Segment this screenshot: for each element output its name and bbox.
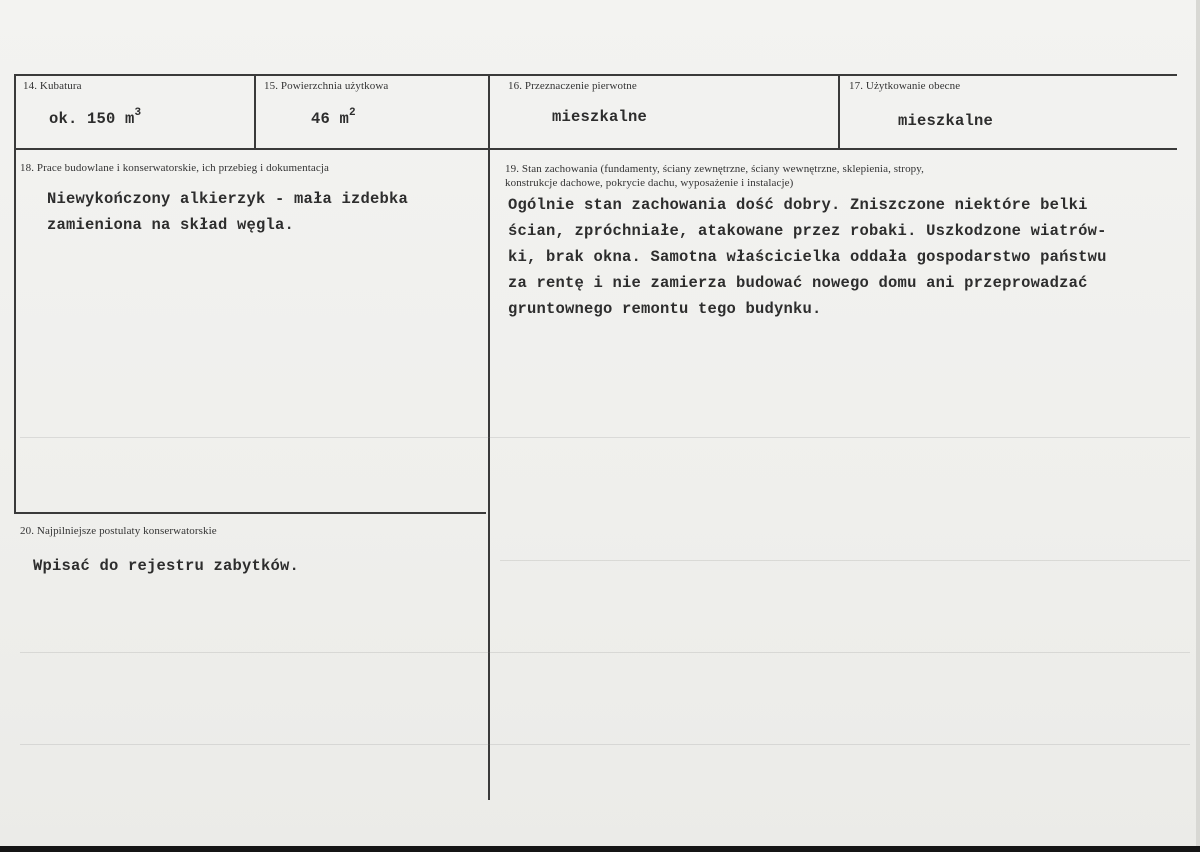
field-17-value: mieszkalne xyxy=(898,112,994,130)
show-through-line xyxy=(500,560,1190,561)
field-17-label: 17. Użytkowanie obecne xyxy=(849,80,961,92)
field-18-line: zamieniona na skład węgla. xyxy=(47,216,295,234)
field-15-unit-exponent: 2 xyxy=(349,107,356,119)
row1-bottom-rule xyxy=(14,148,1177,150)
scan-right-edge xyxy=(1196,0,1200,852)
field-19-line: gruntownego remontu tego budynku. xyxy=(508,300,822,318)
left-border xyxy=(14,74,16,514)
show-through-line xyxy=(20,437,1190,438)
field-19-label-line1: 19. Stan zachowania (fundamenty, ściany zewnętrzne, ściany wewnętrzne, sklepienia, stropy, xyxy=(505,163,925,175)
field-15-value-text: 46 m xyxy=(311,110,350,128)
field-14-label: 14. Kubatura xyxy=(23,80,82,92)
show-through-line xyxy=(20,744,1190,745)
field-19-line: ki, brak okna. Samotna właścicielka oddała gospodarstwo państwu xyxy=(508,248,1107,266)
field-20-line: Wpisać do rejestru zabytków. xyxy=(33,557,300,575)
show-through-line xyxy=(20,652,1190,653)
field-14-value-text: ok. 150 m xyxy=(49,110,135,128)
divider-17 xyxy=(838,74,840,150)
field-18-line: Niewykończony alkierzyk - mała izdebka xyxy=(47,190,409,208)
left-column-divider-rule xyxy=(14,512,486,514)
field-18-label: 18. Prace budowlane i konserwatorskie, ich przebieg i dokumentacja xyxy=(20,162,329,174)
field-14-unit-exponent: 3 xyxy=(134,107,142,119)
scan-bottom-edge xyxy=(0,846,1200,852)
divider-15 xyxy=(254,74,256,150)
field-16-value: mieszkalne xyxy=(552,108,648,126)
field-14-value xyxy=(49,100,141,133)
top-rule xyxy=(14,74,1177,76)
field-19-line: za rentę i nie zamierza budować nowego domu ani przeprowadzać xyxy=(508,274,1088,292)
field-16-label: 16. Przeznaczenie pierwotne xyxy=(508,80,637,92)
field-15-value xyxy=(311,100,356,133)
field-19-line: ścian, zpróchniałe, atakowane przez robaki. Uszkodzone wiatrów- xyxy=(508,222,1107,240)
field-15-label: 15. Powierzchnia użytkowa xyxy=(264,80,389,92)
field-19-label-line2: konstrukcje dachowe, pokrycie dachu, wyposażenie i instalacje) xyxy=(505,177,794,189)
field-19-line: Ogólnie stan zachowania dość dobry. Zniszczone niektóre belki xyxy=(508,196,1088,214)
field-20-label: 20. Najpilniejsze postulaty konserwatorskie xyxy=(20,525,217,537)
